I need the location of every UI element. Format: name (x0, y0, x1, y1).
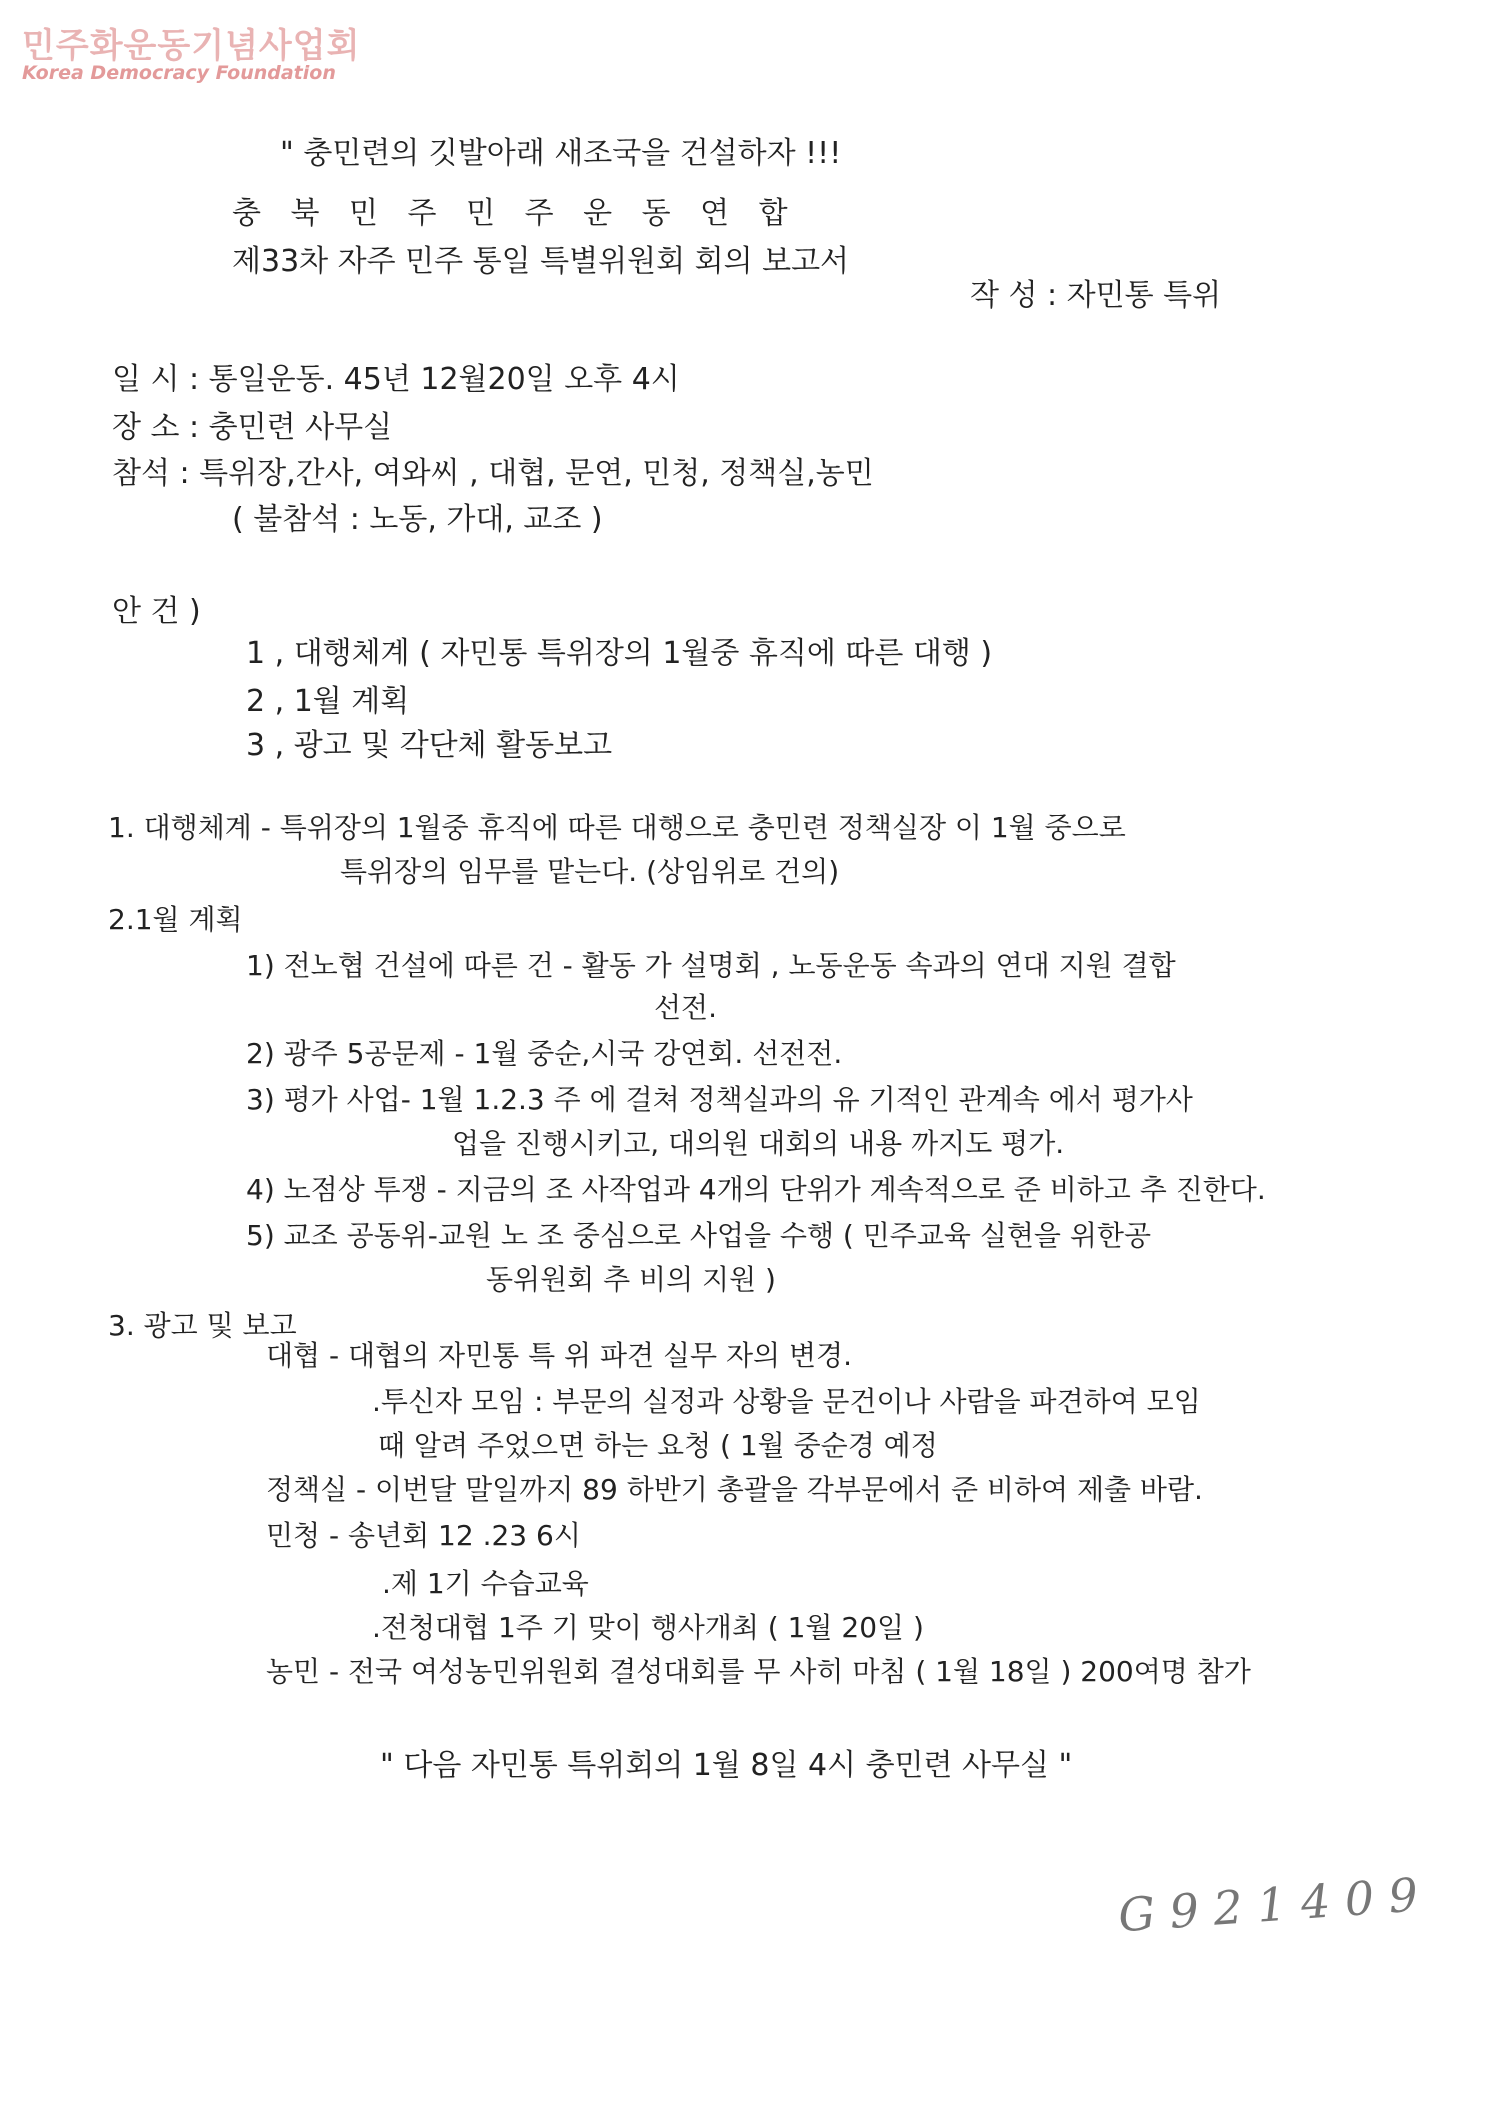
meeting-absentees: ( 불참석 : 노동, 가대, 교조 ) (232, 502, 603, 537)
section2-item: 3) 평가 사업- 1월 1.2.3 주 에 걸쳐 정책실과의 유 기적인 관계속 에서 평가사 (246, 1083, 1193, 1116)
section3-heading: 3. 광고 및 보고 (108, 1309, 297, 1342)
section3-line: .투신자 모임 : 부문의 실정과 상황을 문건이나 사람을 파견하여 모임 (372, 1385, 1201, 1418)
meeting-attendees: 참석 : 특위장,간사, 여와씨 , 대협, 문연, 민청, 정책실,농민 (112, 456, 874, 491)
report-author: 작 성 : 자민통 특위 (970, 278, 1222, 313)
section2-item: 1) 전노협 건설에 따른 건 - 활동 가 설명회 , 노동운동 속과의 연대 지원 결합 (246, 949, 1176, 982)
agenda-item: 1 , 대행체계 ( 자민통 특위장의 1월중 휴직에 따른 대행 ) (246, 636, 993, 671)
agenda-heading: 안 건 ) (112, 594, 201, 629)
section3-line: 민청 - 송년회 12 .23 6시 (266, 1519, 581, 1552)
agenda-item: 2 , 1월 계획 (246, 684, 410, 719)
section2-item: 업을 진행시키고, 대의원 대회의 내용 까지도 평가. (452, 1127, 1065, 1160)
section2-item: 동위원회 추 비의 지원 ) (486, 1263, 776, 1296)
section2-item: 4) 노점상 투쟁 - 지금의 조 사작업과 4개의 단위가 계속적으로 준 비하고 추 진한다. (246, 1173, 1266, 1206)
section3-line: 농민 - 전국 여성농민위원회 결성대회를 무 사히 마침 ( 1월 18일 ) 200여명 참가 (266, 1655, 1251, 1688)
handwritten-note: G 9 2 1 4 0 9 (1116, 1867, 1420, 1943)
slogan: " 충민련의 깃발아래 새조국을 건설하자 !!! (280, 136, 842, 171)
section3-line: 정책실 - 이번달 말일까지 89 하반기 총괄을 각부문에서 준 비하여 제출 바람. (266, 1473, 1203, 1506)
section2-item: 5) 교조 공동위-교원 노 조 중심으로 사업을 수행 ( 민주교육 실현을 위한공 (246, 1219, 1152, 1252)
meeting-place: 장 소 : 충민련 사무실 (112, 410, 393, 445)
agenda-item: 3 , 광고 및 각단체 활동보고 (246, 728, 613, 763)
section2-heading: 2.1월 계획 (108, 903, 243, 936)
watermark-korean: 민주화운동기념사업회 (22, 26, 361, 66)
section3-line: 대협 - 대협의 자민통 특 위 파견 실무 자의 변경. (266, 1339, 852, 1372)
report-title: 제33차 자주 민주 통일 특별위원회 회의 보고서 (232, 244, 850, 279)
section3-line: .제 1기 수습교육 (382, 1567, 589, 1600)
section1-line: 1. 대행체계 - 특위장의 1월중 휴직에 따른 대행으로 충민련 정책실장 이 1월 중으로 (108, 811, 1126, 844)
section1-line: 특위장의 임무를 맡는다. (상임위로 건의) (340, 855, 840, 888)
section2-item: 2) 광주 5공문제 - 1월 중순,시국 강연회. 선전전. (246, 1037, 843, 1070)
section3-line: 때 알려 주었으면 하는 요청 ( 1월 중순경 예정 (378, 1429, 938, 1462)
org-name: 충 북 민 주 민 주 운 동 연 합 (232, 196, 798, 231)
meeting-datetime: 일 시 : 통일운동. 45년 12월20일 오후 4시 (112, 362, 680, 397)
section2-item: 선전. (654, 991, 717, 1024)
watermark-english: Korea Democracy Foundation (22, 62, 336, 84)
next-meeting-notice: " 다음 자민통 특위회의 1월 8일 4시 충민련 사무실 " (380, 1748, 1073, 1783)
section3-line: .전청대협 1주 기 맞이 행사개최 ( 1월 20일 ) (372, 1611, 924, 1644)
